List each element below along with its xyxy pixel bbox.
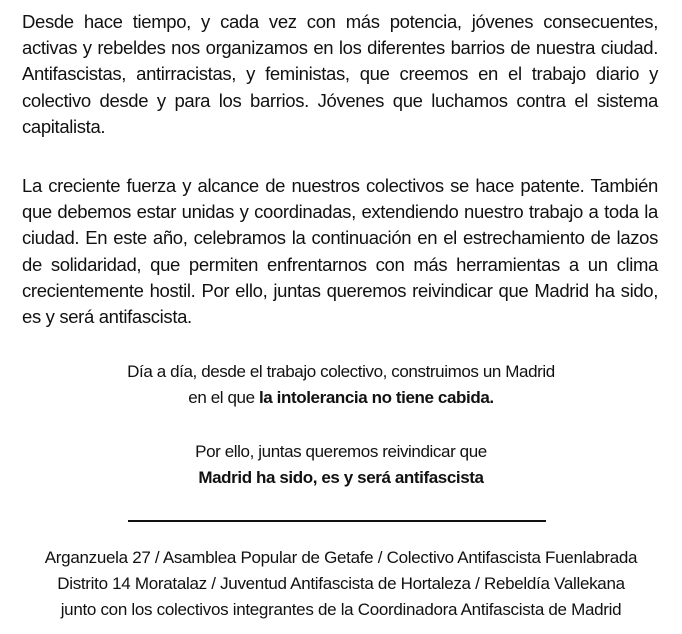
slogan-bold-line: Madrid ha sido, es y será antifascista xyxy=(198,468,484,487)
body-paragraph: La creciente fuerza y alcance de nuestros colectivos se hace patente. También que debemos estar unidas y coordinadas, extendiendo nuestro trabajo a toda la ciudad. En este año, celebramos la continuación en el estrechamiento de lazos de solidaridad, que permiten enfrentarnos con más herramientas a un clima crecientemente hostil. Por ello, juntas queremos reivindicar que Madrid ha sido, es y será antifascista. xyxy=(22,175,658,328)
statement-line: Día a día, desde el trabajo colectivo, construimos un Madrid xyxy=(127,362,555,381)
statement-prefix: en el que xyxy=(188,388,259,407)
slogan-intro-line: Por ello, juntas queremos reivindicar que xyxy=(195,442,487,461)
statement-bold-phrase: la intolerancia no tiene cabida. xyxy=(258,388,494,407)
divider-rule xyxy=(128,520,546,522)
signatories-line: junto con los colectivos integrantes de la Coordinadora Antifascista de Madrid xyxy=(60,600,622,619)
statement-block-collective xyxy=(0,359,682,411)
statement-block-slogan xyxy=(0,439,682,491)
intro-paragraph: Desde hace tiempo, y cada vez con más potencia, jóvenes consecuentes, activas y rebeldes nos organizamos en los diferentes barrios de nuestra ciudad. Antifascistas, antirracistas, y feministas, que creemos en el trabajo diario y colectivo desde y para los barrios. Jóvenes que luchamos contra el sistema capitalista. xyxy=(22,11,658,137)
statement-line-emphasis xyxy=(0,385,682,411)
signatories-footer xyxy=(0,545,682,623)
signatories-line: Distrito 14 Moratalaz / Juventud Antifascista de Hortaleza / Rebeldía Vallekana xyxy=(57,574,625,593)
signatories-line: Arganzuela 27 / Asamblea Popular de Getafe / Colectivo Antifascista Fuenlabrada xyxy=(44,548,638,567)
